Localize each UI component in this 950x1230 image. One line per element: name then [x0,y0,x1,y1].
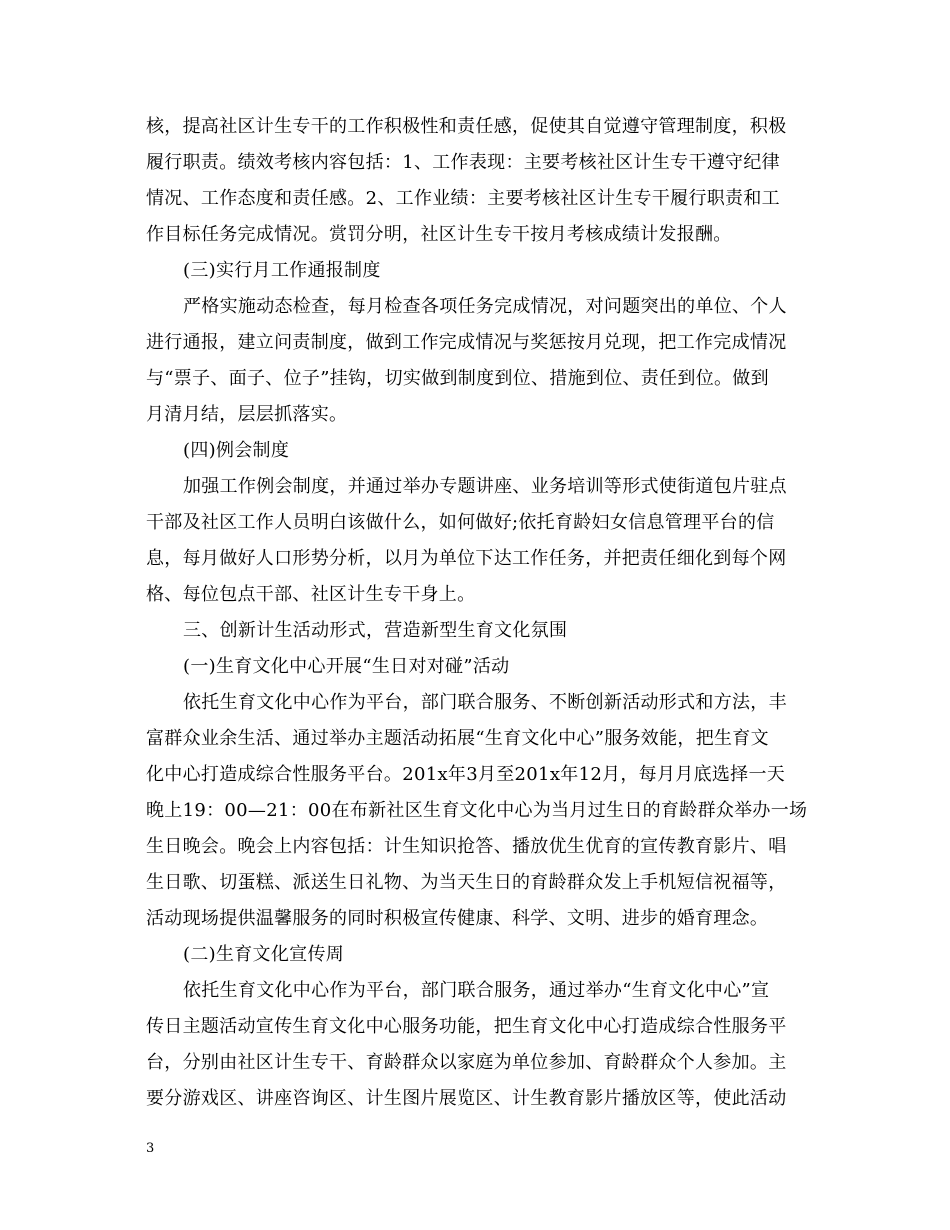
paragraph-line: 富群众业余生活、通过举办主题活动拓展“生育文化中心”服务效能，把生育文 [146,728,769,749]
paragraph-line: 履行职责。绩效考核内容包括：1、工作表现：主要考核社区计生专干遵守纪律 [146,152,780,173]
paragraph-line: 干部及社区工作人员明白该做什么，如何做好;依托育龄妇女信息管理平台的信 [146,512,775,533]
paragraph-line: 传日主题活动宣传生育文化中心服务功能，把生育文化中心打造成综合性服务平 [146,1016,787,1037]
paragraph-line: 月清月结，层层抓落实。 [146,404,348,425]
section-heading: 三、创新计生活动形式，营造新型生育文化氛围 [183,620,568,641]
paragraph-line: 息，每月做好人口形势分析，以月为单位下达工作任务，并把责任细化到每个网 [146,548,787,569]
paragraph-line: 依托生育文化中心作为平台，部门联合服务，通过举办“生育文化中心”宣 [183,980,770,1001]
paragraph-line: 生日晚会。晚会上内容包括：计生知识抢答、播放优生优育的宣传教育影片、唱 [146,836,787,857]
paragraph-line: 情况、工作态度和责任感。2、工作业绩：主要考核社区计生专干履行职责和工 [146,188,780,209]
paragraph-line: 进行通报，建立问责制度，做到工作完成情况与奖惩按月兑现，把工作完成情况 [146,332,787,353]
section-heading: (二)生育文化宣传周 [183,944,345,965]
paragraph-line: 晚上19：00—21：00在布新社区生育文化中心为当月过生日的育龄群众举办一场 [146,800,808,821]
paragraph-line: 加强工作例会制度，并通过举办专题讲座、业务培训等形式使街道包片驻点 [183,476,787,497]
paragraph-line: 严格实施动态检查，每月检查各项任务完成情况，对问题突出的单位、个人 [183,296,787,317]
paragraph-line: 台，分别由社区计生专干、育龄群众以家庭为单位参加、育龄群众个人参加。主 [146,1052,787,1073]
section-heading: (四)例会制度 [183,440,290,461]
section-heading: (三)实行月工作通报制度 [183,260,381,281]
paragraph-line: 活动现场提供温馨服务的同时积极宣传健康、科学、文明、进步的婚育理念。 [146,908,769,929]
page-number: 3 [146,1141,155,1156]
section-heading: (一)生育文化中心开展“生日对对碰”活动 [183,656,510,677]
paragraph-line: 作目标任务完成情况。赏罚分明，社区计生专干按月考核成绩计发报酬。 [146,224,732,245]
paragraph-line: 要分游戏区、讲座咨询区、计生图片展览区、计生教育影片播放区等，使此活动 [146,1088,787,1109]
paragraph-line: 依托生育文化中心作为平台，部门联合服务、不断创新活动形式和方法，丰 [183,692,787,713]
paragraph-line: 格、每位包点干部、社区计生专干身上。 [146,584,476,605]
paragraph-line: 与“票子、面子、位子”挂钩，切实做到制度到位、措施到位、责任到位。做到 [146,368,769,389]
paragraph-line: 生日歌、切蛋糕、派送生日礼物、为当天生日的育龄群众发上手机短信祝福等， [146,872,787,893]
paragraph-line: 化中心打造成综合性服务平台。201x年3月至201x年12月，每月月底选择一天 [146,764,786,785]
paragraph-line: 核，提高社区计生专干的工作积极性和责任感，促使其自觉遵守管理制度，积极 [146,116,787,137]
